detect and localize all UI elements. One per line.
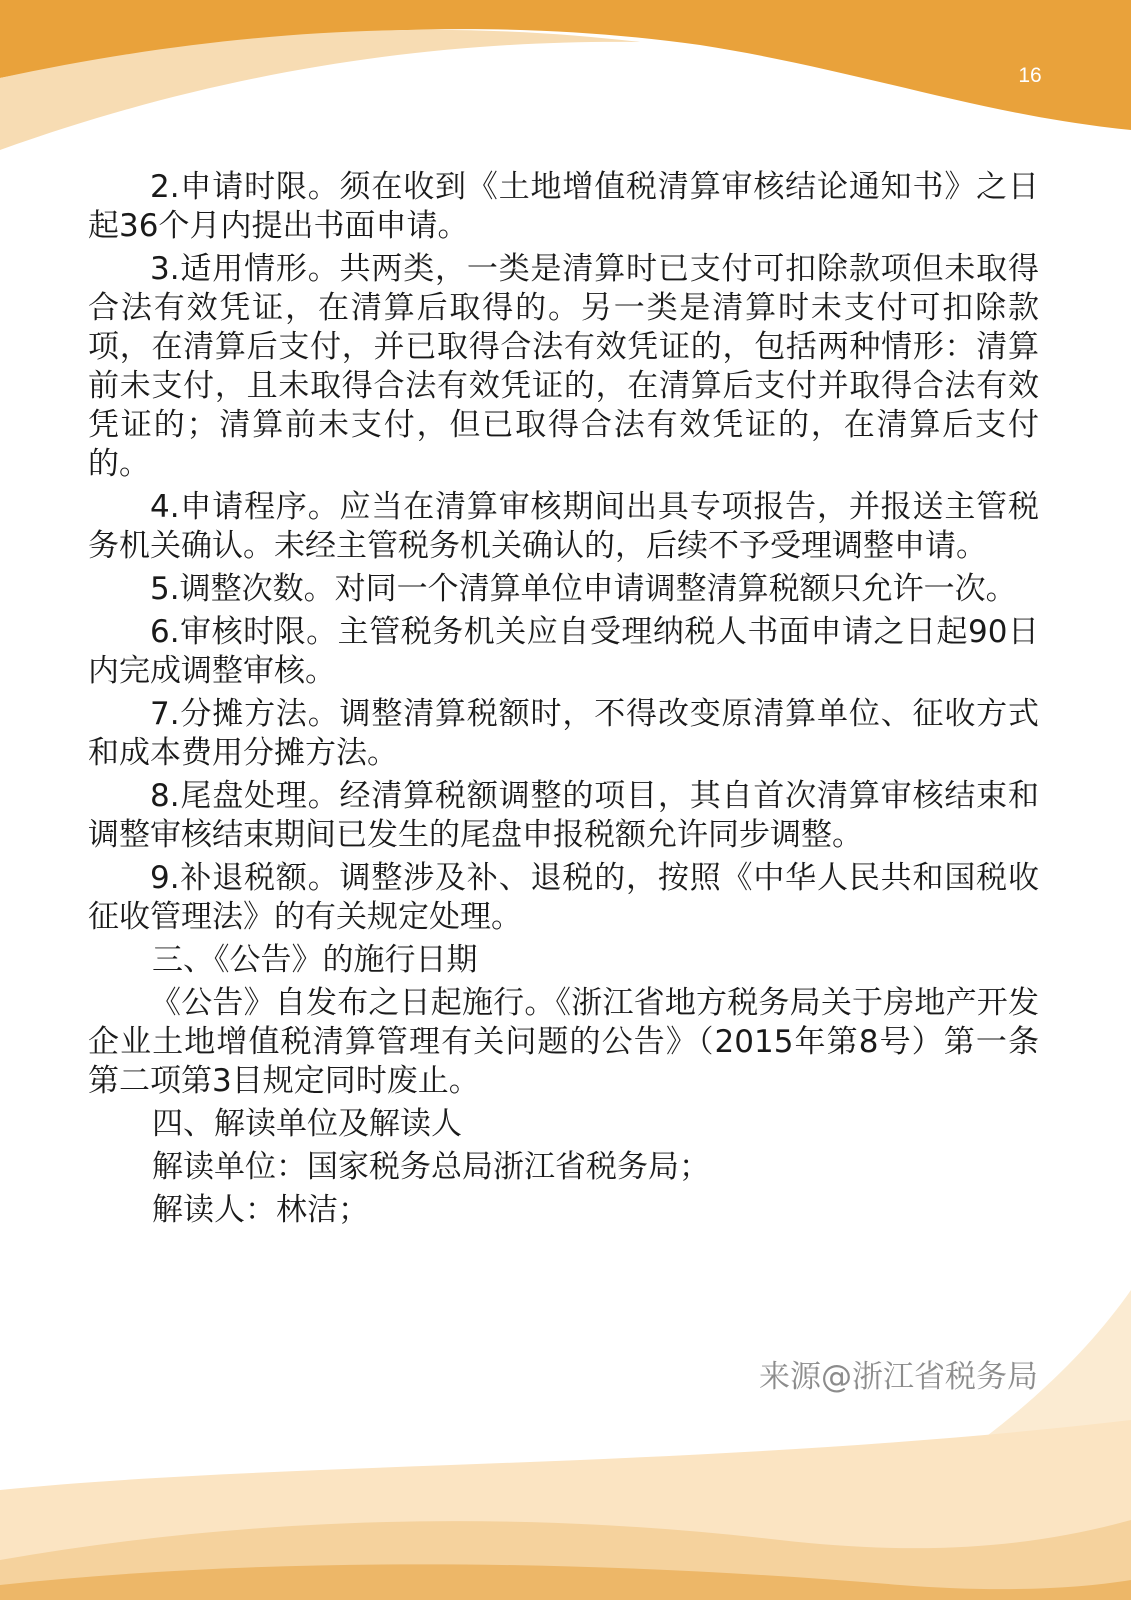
section-3-body: 《公告》自发布之日起施行。《浙江省地方税务局关于房地产开发企业土地增值税清算管理有关问题的公告》（2015年第8号）第一条第二项第3目规定同时废止。	[88, 985, 1039, 1099]
source-credit: 来源@浙江省税务局	[759, 1359, 1038, 1395]
interpreting-unit: 解读单位：国家税务总局浙江省税务局；	[152, 1149, 710, 1185]
paragraph-application-procedure: 4.申请程序。应当在清算审核期间出具专项报告，并报送主管税务机关确认。未经主管税务机关确认的，后续不予受理调整申请。	[88, 489, 1039, 564]
section-3-heading: 三、《公告》的施行日期	[152, 942, 478, 978]
section-4-heading: 四、解读单位及解读人	[152, 1106, 462, 1142]
page-number: 16	[1018, 64, 1042, 87]
paragraph-applicable-situations: 3.适用情形。共两类，一类是清算时已支付可扣除款项但未取得合法有效凭证，在清算后取得的。另一类是清算时未支付可扣除款项，在清算后支付，并已取得合法有效凭证的，包括两种情形：清算前未支付，且未取得合法有效凭证的，在清算后支付并取得合法有效凭证的；清算前未支付，但已取得合法有效凭证的，在清算后支付的。	[88, 251, 1039, 482]
paragraph-tax-refund: 9.补退税额。调整涉及补、退税的，按照《中华人民共和国税收征收管理法》的有关规定处理。	[88, 860, 1039, 935]
interpreter: 解读人：林洁；	[152, 1192, 369, 1228]
paragraph-review-deadline: 6.审核时限。主管税务机关应自受理纳税人书面申请之日起90日内完成调整审核。	[88, 614, 1039, 689]
paragraph-tail-handling: 8.尾盘处理。经清算税额调整的项目，其自首次清算审核结束和调整审核结束期间已发生的尾盘申报税额允许同步调整。	[88, 778, 1039, 853]
paragraph-application-deadline: 2.申请时限。须在收到《土地增值税清算审核结论通知书》之日起36个月内提出书面申请。	[88, 169, 1039, 244]
paragraph-allocation-method: 7.分摊方法。调整清算税额时，不得改变原清算单位、征收方式和成本费用分摊方法。	[88, 696, 1039, 771]
paragraph-adjustment-times: 5.调整次数。对同一个清算单位申请调整清算税额只允许一次。	[150, 571, 1017, 607]
document-body	[88, 168, 1039, 1234]
